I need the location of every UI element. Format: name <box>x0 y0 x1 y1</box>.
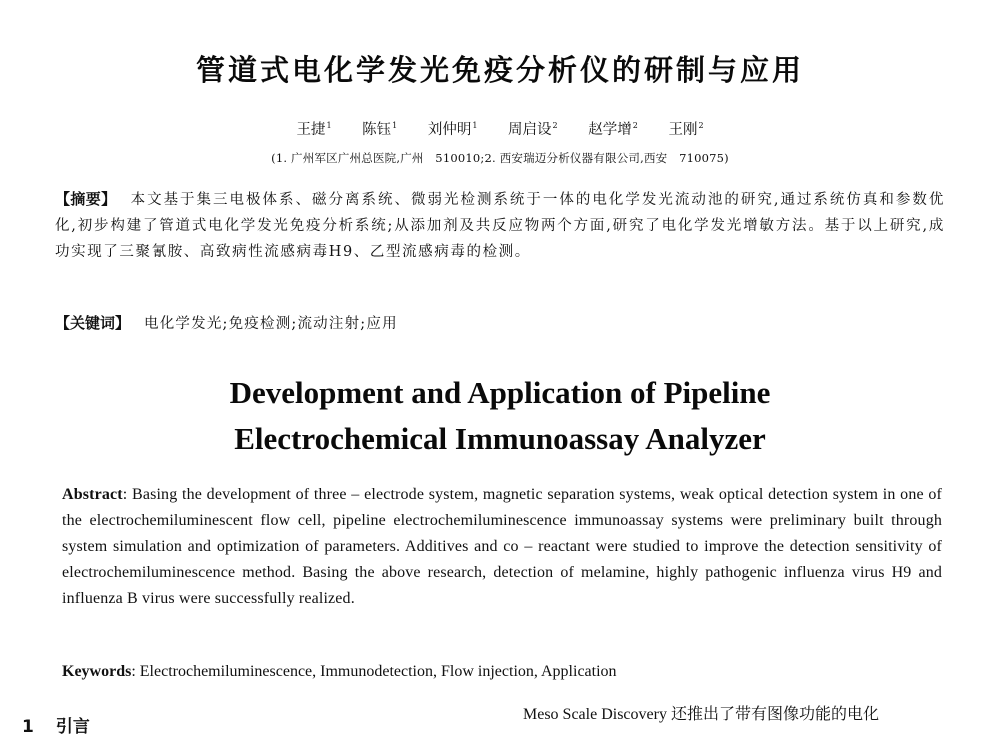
english-abstract-text: Basing the development of three – electrode system, magnetic separation systems, weak optical detection system in one of the electrochemiluminescent flow cell, pipeline electrochemiluminescence immunoassay systems were preliminary built through system simulation and optimization of parameters. Additives and co – reactant were studied to improve the detection sensitivity of electrochemiluminescence method. Basing the above research, detection of melamine, highly pathogenic influenza virus H9 and influenza B virus were successfully realized. <box>62 486 943 607</box>
english-abstract <box>62 482 942 612</box>
english-keywords-separator: : <box>131 663 140 680</box>
right-column-body-text: Meso Scale Discovery 还推出了带有图像功能的电化 <box>523 706 879 723</box>
affiliations: (1. 广州军区广州总医院,广州 510010;2. 西安瑞迈分析仪器有限公司,西安 710075) <box>271 151 729 165</box>
english-abstract-label: Abstract <box>62 486 123 503</box>
chinese-abstract-text: 本文基于集三电极体系、磁分离系统、微弱光检测系统于一体的电化学发光流动池的研究,通过系统仿真和参数优化,初步构建了管道式电化学发光免疫分析系统;从添加剂及共反应物两个方面,研究了电化学发光增敏方法。基于以上研究,成功实现了三聚氰胺、高致病性流感病毒H9、乙型流感病毒的检测。 <box>55 192 945 260</box>
author: 王刚$^2$ <box>668 121 704 138</box>
english-title-line-1: Development and Application of Pipeline <box>229 375 771 410</box>
english-title-line-2: Electrochemical Immunoassay Analyzer <box>234 421 766 456</box>
section-number: 1 <box>22 717 34 737</box>
chinese-keywords <box>55 312 398 333</box>
english-keywords-label: Keywords <box>62 663 132 680</box>
chinese-abstract-label: 【摘要】 <box>55 190 117 208</box>
author: 王捷$^1$ <box>296 121 332 138</box>
section-heading <box>22 712 90 737</box>
english-keywords-text: Electrochemiluminescence, Immunodetection, Flow injection, Application <box>139 663 617 680</box>
author: 陈钰$^1$ <box>362 121 398 138</box>
chinese-abstract <box>55 186 945 265</box>
section-title: 引言 <box>55 717 90 737</box>
author-list <box>0 118 1000 139</box>
author: 赵学增$^2$ <box>588 121 638 138</box>
english-keywords <box>62 663 617 681</box>
english-abstract-separator: : <box>122 486 133 503</box>
author: 周启设$^2$ <box>508 121 558 138</box>
chinese-keywords-label: 【关键词】 <box>55 314 131 332</box>
chinese-keywords-text: 电化学发光;免疫检测;流动注射;应用 <box>144 316 398 332</box>
author: 刘仲明$^1$ <box>427 121 478 138</box>
english-title <box>0 370 1000 462</box>
chinese-title: 管道式电化学发光免疫分析仪的研制与应用 <box>195 53 804 87</box>
